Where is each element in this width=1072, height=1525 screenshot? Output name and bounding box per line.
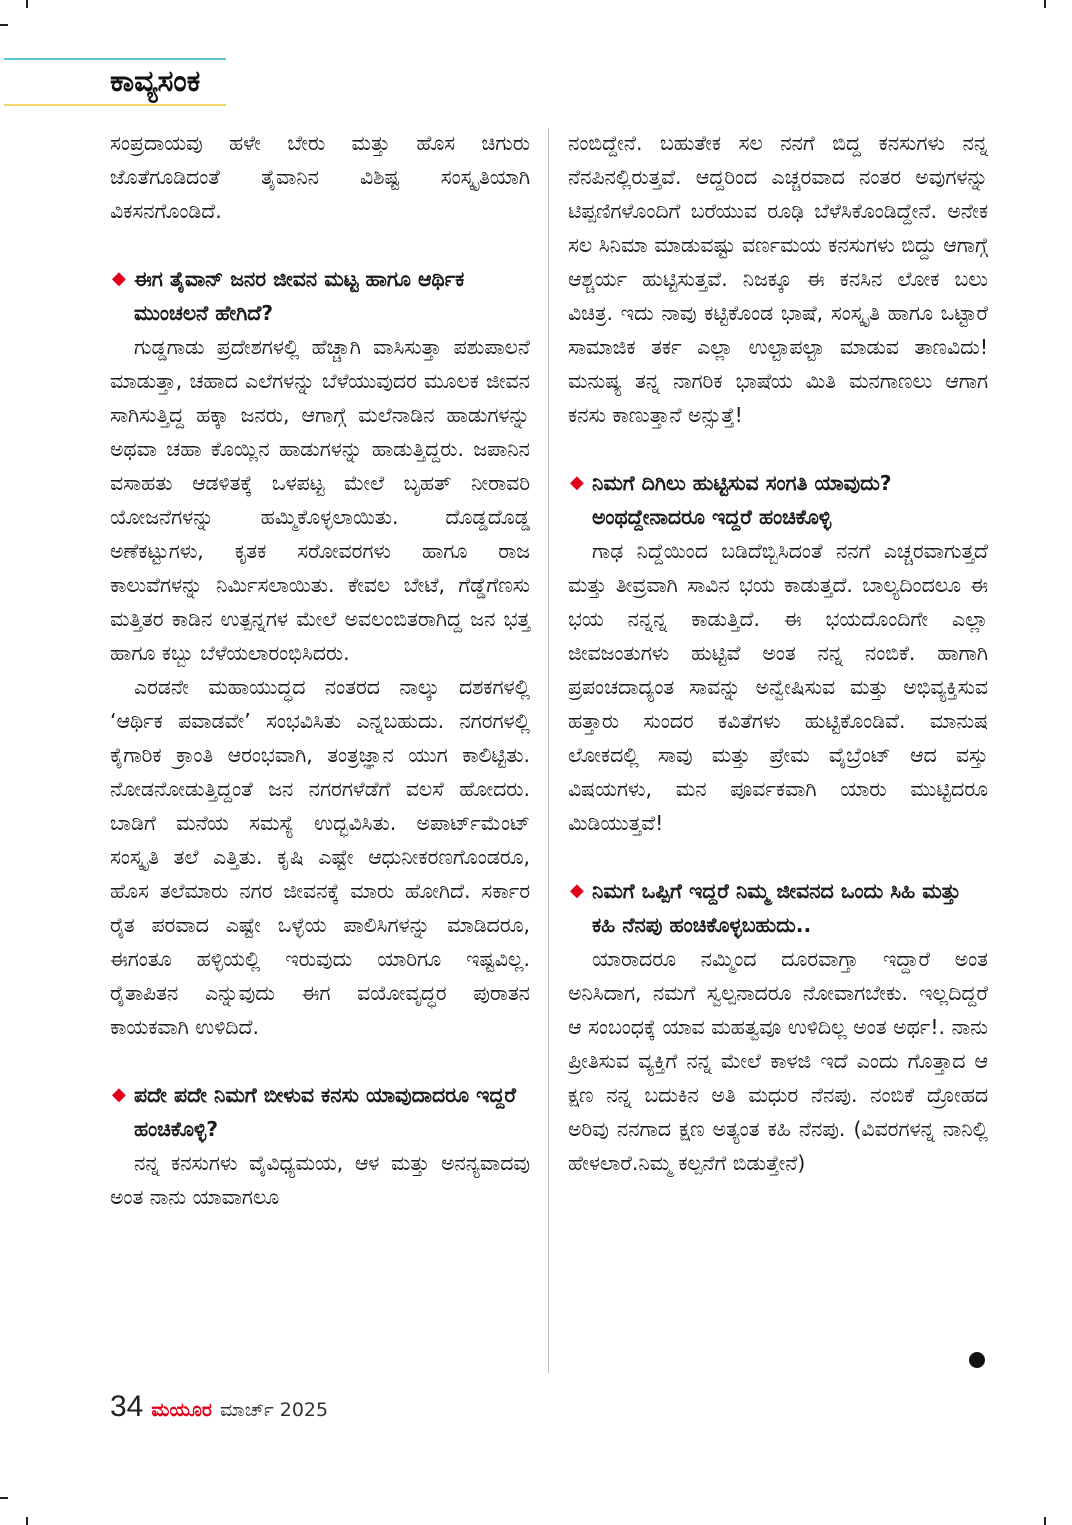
question-1 xyxy=(110,262,530,330)
page-footer xyxy=(110,1390,328,1424)
crop-mark-bottom-right xyxy=(1044,1517,1046,1525)
column-divider xyxy=(548,128,549,1373)
diamond-bullet-icon: ◆ xyxy=(570,880,584,901)
section-title: ಕಾವ್ಯಸಂಕ xyxy=(110,64,201,99)
crop-mark-top-right xyxy=(1044,0,1046,8)
intro-paragraph: ಸಂಪ್ರದಾಯವು ಹಳೇ ಬೇರು ಮತ್ತು ಹೊಸ ಚಿಗುರು ಜೊತೆಗೂಡಿದಂತೆ ತೈವಾನಿನ ವಿಶಿಷ್ಟ ಸಂಸ್ಕೃತಿಯಾಗಿ ವಿಕಸನಗೊಂಡಿದೆ. xyxy=(110,131,530,223)
spacer xyxy=(568,432,988,466)
spacer xyxy=(110,228,530,262)
issue-date: ಮಾರ್ಚ್ 2025 xyxy=(219,1399,329,1421)
spacer xyxy=(568,840,988,874)
magazine-name: ಮಯೂರ xyxy=(151,1399,212,1421)
header-rule-top xyxy=(4,58,226,60)
answer-3-paragraph: ಗಾಢ ನಿದ್ದೆಯಿಂದ ಬಡಿದೆಬ್ಬಿಸಿದಂತೆ ನನಗೆ ಎಚ್ಚರವಾಗುತ್ತದೆ ಮತ್ತು ತೀವ್ರವಾಗಿ ಸಾವಿನ ಭಯ ಕಾಡುತ್ತದೆ. ಬಾಲ್ಯದಿಂದಲೂ ಈ ಭಯ ನನ್ನನ್ನ ಕಾಡುತ್ತಿದೆ. ಈ ಭಯದೊಂದಿಗೇ ಎಲ್ಲಾ ಜೀವಜಂತುಗಳು ಹುಟ್ಟಿವೆ ಅಂತ ನನ್ನ ನಂಬಿಕೆ. ಹಾಗಾಗಿ ಪ್ರಪಂಚದಾದ್ಯಂತ ಸಾವನ್ನು ಅನ್ವೇಷಿಸುವ ಮತ್ತು ಅಭಿವ್ಯಕ್ತಿಸುವ ಹತ್ತಾರು ಸುಂದರ ಕವಿತೆಗಳು ಹುಟ್ಟಿಕೊಂಡಿವೆ. ಮಾನುಷ ಲೋಕದಲ್ಲಿ ಸಾವು ಮತ್ತು ಪ್ರೇಮ ವೈಬ್ರೆಂಟ್ ಆದ ವಸ್ತು ವಿಷಯಗಳು, ಮನ ಪೂರ್ವಕವಾಗಿ ಯಾರು ಮುಟ್ಟಿದರೂ ಮಿಡಿಯುತ್ತವೆ! xyxy=(568,539,988,835)
question-1-text: ಈಗ ತೈವಾನ್ ಜನರ ಜೀವನ ಮಟ್ಟ ಹಾಗೂ ಆರ್ಥಿಕ ಮುಂಚಲನೆ ಹೇಗಿದೆ? xyxy=(134,267,465,325)
answer-2-continued: ನಂಬಿದ್ದೇನೆ. ಬಹುತೇಕ ಸಲ ನನಗೆ ಬಿದ್ದ ಕನಸುಗಳು ನನ್ನ ನೆನಪಿನಲ್ಲಿರುತ್ತವೆ. ಆದ್ದರಿಂದ ಎಚ್ಚರವಾದ ನಂತರ ಅವುಗಳನ್ನು ಟಿಪ್ಪಣಿಗಳೊಂದಿಗೆ ಬರೆಯುವ ರೂಢಿ ಬೆಳೆಸಿಕೊಂಡಿದ್ದೇನೆ. ಅನೇಕ ಸಲ ಸಿನಿಮಾ ಮಾಡುವಷ್ಟು ವರ್ಣಮಯ ಕನಸುಗಳು ಬಿದ್ದು ಆಗಾಗ್ಗೆ ಆಶ್ಚರ್ಯ ಹುಟ್ಟಿಸುತ್ತವೆ. ನಿಜಕ್ಕೂ ಈ ಕನಸಿನ ಲೋಕ ಬಲು ವಿಚಿತ್ರ. ಇದು ನಾವು ಕಟ್ಟಿಕೊಂಡ ಭಾಷೆ, ಸಂಸ್ಕೃತಿ ಹಾಗೂ ಒಟ್ಟಾರೆ ಸಾಮಾಜಿಕ ತರ್ಕ ಎಲ್ಲಾ ಉಲ್ಟಾಪಲ್ಟಾ ಮಾಡುವ ತಾಣವಿದು! ಮನುಷ್ಯ ತನ್ನ ನಾಗರಿಕ ಭಾಷೆಯ ಮಿತಿ ಮನಗಾಣಲು ಆಗಾಗ ಕನಸು ಕಾಣುತ್ತಾನೆ ಅನ್ಸುತ್ತೆ! xyxy=(568,131,988,427)
crop-mark-left-upper xyxy=(0,24,8,26)
question-4-text: ನಿಮಗೆ ಒಪ್ಪಿಗೆ ಇದ್ದರೆ ನಿಮ್ಮ ಜೀವನದ ಒಂದು ಸಿಹಿ ಮತ್ತು ಕಹಿ ನೆನಪು ಹಂಚಿಕೊಳ್ಳಬಹುದು.. xyxy=(592,879,961,937)
crop-mark-left-lower xyxy=(0,1497,8,1499)
page-number: 34 xyxy=(110,1390,144,1423)
section-header xyxy=(0,58,226,108)
answer-1-paragraph-1: ಗುಡ್ಡಗಾಡು ಪ್ರದೇಶಗಳಲ್ಲಿ ಹೆಚ್ಚಾಗಿ ವಾಸಿಸುತ್ತಾ ಪಶುಪಾಲನೆ ಮಾಡುತ್ತಾ, ಚಹಾದ ಎಲೆಗಳನ್ನು ಬೆಳೆಯುವುದರ ಮೂಲಕ ಜೀವನ ಸಾಗಿಸುತ್ತಿದ್ದ ಹಕ್ಕಾ ಜನರು, ಆಗಾಗ್ಗೆ ಮಲೆನಾಡಿನ ಹಾಡುಗಳನ್ನು ಅಥವಾ ಚಹಾ ಕೊಯ್ಲಿನ ಹಾಡುಗಳನ್ನು ಹಾಡುತ್ತಿದ್ದರು. ಜಪಾನಿನ ವಸಾಹತು ಆಡಳಿತಕ್ಕೆ ಒಳಪಟ್ಟ ಮೇಲೆ ಬೃಹತ್ ನೀರಾವರಿ ಯೋಜನೆಗಳನ್ನು ಹಮ್ಮಿಕೊಳ್ಳಲಾಯಿತು. ದೊಡ್ಡದೊಡ್ಡ ಅಣೆಕಟ್ಟುಗಳು, ಕೃತಕ ಸರೋವರಗಳು ಹಾಗೂ ರಾಜ ಕಾಲುವೆಗಳನ್ನು ನಿರ್ಮಿಸಲಾಯಿತು. ಕೇವಲ ಬೇಟೆ, ಗೆಡ್ಡೆಗೆಣಸು ಮತ್ತಿತರ ಕಾಡಿನ ಉತ್ಪನ್ನಗಳ ಮೇಲೆ ಅವಲಂಬಿತರಾಗಿದ್ದ ಜನ ಭತ್ತ ಹಾಗೂ ಕಬ್ಬು ಬೆಳೆಯಲಾರಂಭಿಸಿದರು. xyxy=(110,335,530,665)
question-4 xyxy=(568,874,988,942)
question-2-text: ಪದೇ ಪದೇ ನಿಮಗೆ ಬೀಳುವ ಕನಸು ಯಾವುದಾದರೂ ಇದ್ದರೆ ಹಂಚಿಕೊಳ್ಳಿ? xyxy=(134,1083,516,1141)
diamond-bullet-icon: ◆ xyxy=(112,268,126,289)
answer-2-start: ನನ್ನ ಕನಸುಗಳು ವೈವಿಧ್ಯಮಯ, ಆಳ ಮತ್ತು ಅನನ್ಯವಾದವು ಅಂತ ನಾನು ಯಾವಾಗಲೂ xyxy=(110,1151,530,1209)
question-3-text: ನಿಮಗೆ ದಿಗಿಲು ಹುಟ್ಟಿಸುವ ಸಂಗತಿ ಯಾವುದು? ಅಂಥದ್ದೇನಾದರೂ ಇದ್ದರೆ ಹಂಚಿಕೊಳ್ಳಿ xyxy=(592,471,892,529)
answer-1-paragraph-2: ಎರಡನೇ ಮಹಾಯುದ್ಧದ ನಂತರದ ನಾಲ್ಕು ದಶಕಗಳಲ್ಲಿ ‘ಆರ್ಥಿಕ ಪವಾಡವೇ’ ಸಂಭವಿಸಿತು ಎನ್ನಬಹುದು. ನಗರಗಳಲ್ಲಿ ಕೈಗಾರಿಕ ಕ್ರಾಂತಿ ಆರಂಭವಾಗಿ, ತಂತ್ರಜ್ಞಾನ ಯುಗ ಕಾಲಿಟ್ಟಿತು. ನೋಡನೋಡುತ್ತಿದ್ದಂತೆ ಜನ ನಗರಗಳೆಡೆಗೆ ವಲಸೆ ಹೋದರು. ಬಾಡಿಗೆ ಮನೆಯ ಸಮಸ್ಯೆ ಉದ್ಭವಿಸಿತು. ಅಪಾರ್ಟ್‌ಮೆಂಟ್ ಸಂಸ್ಕೃತಿ ತಲೆ ಎತ್ತಿತು. ಕೃಷಿ ಎಷ್ಟೇ ಆಧುನೀಕರಣಗೊಂಡರೂ, ಹೊಸ ತಲೆಮಾರು ನಗರ ಜೀವನಕ್ಕೆ ಮಾರು ಹೋಗಿದೆ. ಸರ್ಕಾರ ರೈತ ಪರವಾದ ಎಷ್ಟೇ ಒಳ್ಳೆಯ ಪಾಲಿಸಿಗಳನ್ನು ಮಾಡಿದರೂ, ಈಗಂತೂ ಹಳ್ಳಿಯಲ್ಲಿ ಇರುವುದು ಯಾರಿಗೂ ಇಷ್ಟವಿಲ್ಲ. ರೈತಾಪಿತನ ಎನ್ನುವುದು ಈಗ ವಯೋವೃದ್ಧರ ಪುರಾತನ ಕಾಯಕವಾಗಿ ಉಳಿದಿದೆ. xyxy=(110,675,530,1039)
right-column xyxy=(568,126,988,1180)
left-column xyxy=(110,126,530,1214)
question-2 xyxy=(110,1078,530,1146)
end-of-article-dot-icon xyxy=(969,1352,985,1368)
crop-mark-bottom-left xyxy=(26,1517,28,1525)
diamond-bullet-icon: ◆ xyxy=(570,472,584,493)
diamond-bullet-icon: ◆ xyxy=(112,1084,126,1105)
answer-4-paragraph: ಯಾರಾದರೂ ನಮ್ಮಿಂದ ದೂರವಾಗ್ತಾ ಇದ್ದಾರೆ ಅಂತ ಅನಿಸಿದಾಗ, ನಮಗೆ ಸ್ವಲ್ಪನಾದರೂ ನೋವಾಗಬೇಕು. ಇಲ್ಲದಿದ್ದರೆ ಆ ಸಂಬಂಧಕ್ಕೆ ಯಾವ ಮಹತ್ವವೂ ಉಳಿದಿಲ್ಲ ಅಂತ ಅರ್ಥ!. ನಾನು ಪ್ರೀತಿಸುವ ವ್ಯಕ್ತಿಗೆ ನನ್ನ ಮೇಲೆ ಕಾಳಜಿ ಇದೆ ಎಂದು ಗೊತ್ತಾದ ಆ ಕ್ಷಣ ನನ್ನ ಬದುಕಿನ ಅತಿ ಮಧುರ ನೆನಪು. ನಂಬಿಕೆ ದ್ರೋಹದ ಅರಿವು ನನಗಾದ ಕ್ಷಣ ಅತ್ಯಂತ ಕಹಿ ನೆನಪು. (ವಿವರಗಳನ್ನ ನಾನಿಲ್ಲಿ ಹೇಳಲಾರೆ.ನಿಮ್ಮ ಕಲ್ಪನೆಗೆ ಬಿಡುತ್ತೇನೆ) xyxy=(568,947,988,1175)
question-3 xyxy=(568,466,988,534)
crop-mark-top-left xyxy=(26,0,28,8)
header-rule-bottom xyxy=(4,104,226,106)
spacer xyxy=(110,1044,530,1078)
